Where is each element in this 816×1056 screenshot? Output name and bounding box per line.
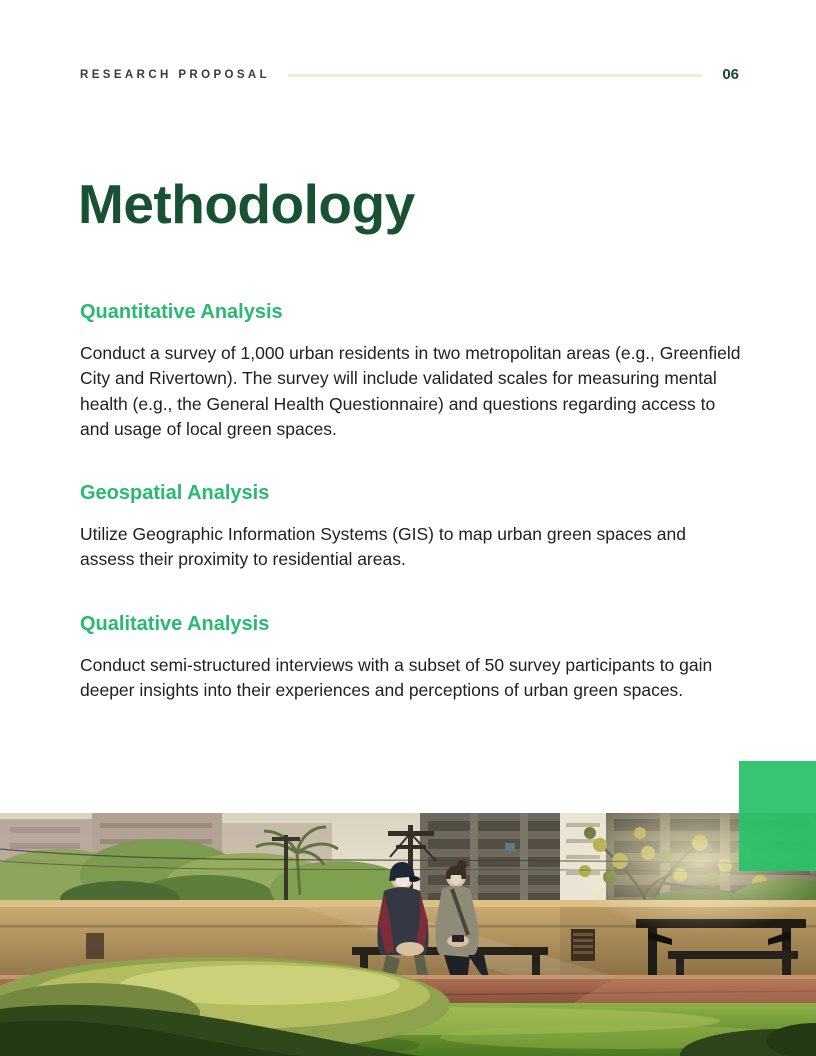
photo-speaker-box (571, 929, 595, 961)
section-body-geospatial: Utilize Geographic Information Systems (GIS) to map urban green spaces and assess their proximity to residential areas. (80, 524, 686, 570)
green-accent-square (739, 761, 816, 871)
header-kicker: RESEARCH PROPOSAL (80, 68, 271, 81)
sections-container (80, 301, 742, 743)
page-header (80, 66, 739, 83)
section-heading-geospatial: Geospatial Analysis (80, 482, 270, 505)
park-photo-illustration (0, 813, 816, 1056)
header-rule-line (288, 74, 702, 77)
page-title: Methodology (78, 173, 415, 235)
section-heading-quantitative: Quantitative Analysis (80, 301, 283, 323)
section-heading-qualitative: Qualitative Analysis (80, 612, 270, 635)
section-body-quantitative: Conduct a survey of 1,000 urban residents in two metropolitan areas (e.g., Greenfield City and Rivertown). The survey will include validated scales for measuring mental health (e.g., the General Health Questionnaire) and questions regarding access to and usage of local green spaces. (80, 343, 741, 439)
page-number: 06 (722, 66, 739, 83)
section-body-qualitative: Conduct semi-structured interviews with a subset of 50 survey participants to gain deeper insights into their experiences and perceptions of urban green spaces. (80, 654, 713, 701)
